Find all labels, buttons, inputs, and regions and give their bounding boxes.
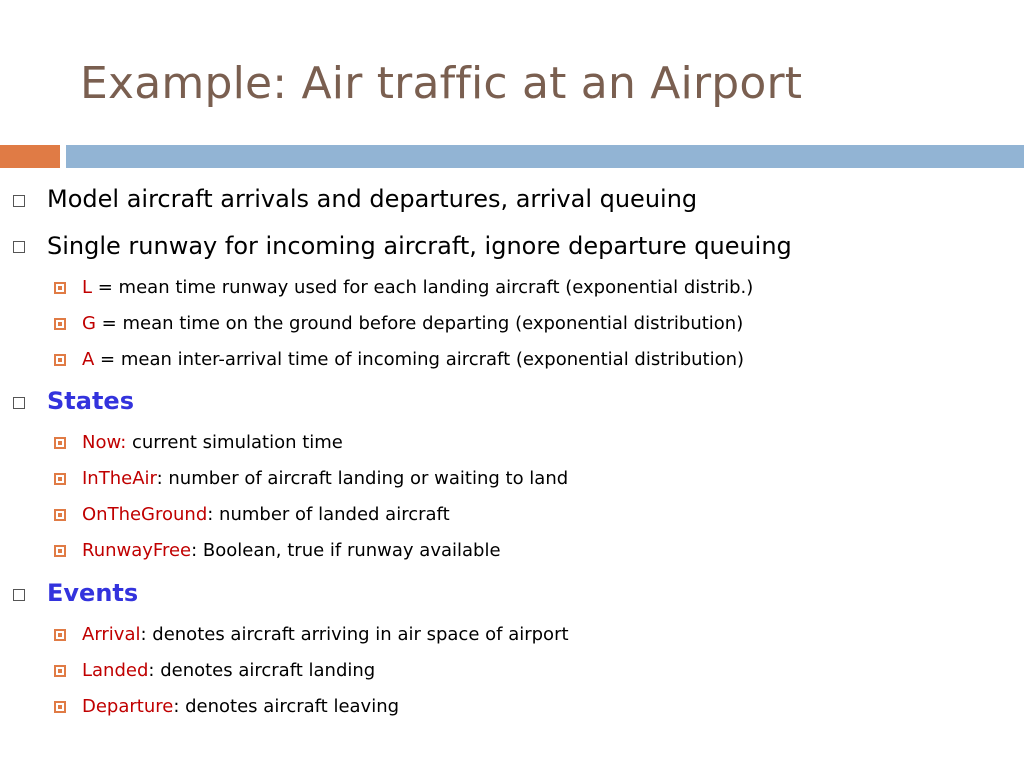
term-label: Now: — [82, 432, 127, 453]
filled-square-bullet-icon — [54, 354, 66, 366]
term-label: RunwayFree — [82, 540, 192, 561]
state-in-the-air — [82, 467, 568, 491]
sub-bullet-L — [82, 276, 753, 300]
event-arrival — [82, 623, 569, 647]
term-description: current simulation time — [126, 432, 343, 453]
filled-square-bullet-icon — [54, 701, 66, 713]
term-description: : denotes aircraft arriving in air space of airport — [140, 624, 569, 645]
term-label: Departure — [82, 696, 174, 717]
filled-square-bullet-icon — [54, 629, 66, 641]
term-description: : Boolean, true if runway available — [191, 540, 501, 561]
term-description: : number of aircraft landing or waiting to land — [156, 468, 569, 489]
filled-square-bullet-icon — [54, 437, 66, 449]
square-bullet-icon — [13, 589, 25, 601]
term-label: A — [82, 349, 95, 370]
term-description: = mean time runway used for each landing aircraft (exponential distrib.) — [92, 277, 754, 298]
filled-square-bullet-icon — [54, 509, 66, 521]
term-description: : denotes aircraft landing — [148, 660, 376, 681]
filled-square-bullet-icon — [54, 545, 66, 557]
title-accent-bar-orange — [0, 145, 60, 168]
slide-title: Example: Air traffic at an Airport — [80, 58, 803, 109]
term-label: G — [82, 313, 96, 334]
sub-bullet-G — [82, 312, 743, 336]
term-description: : number of landed aircraft — [207, 504, 450, 525]
square-bullet-icon — [13, 241, 25, 253]
square-bullet-icon — [13, 397, 25, 409]
event-departure — [82, 695, 399, 719]
term-label: Landed — [82, 660, 149, 681]
term-description: = mean inter-arrival time of incoming aircraft (exponential distribution) — [94, 349, 745, 370]
states-heading: States — [47, 387, 134, 415]
state-runway-free — [82, 539, 501, 563]
events-heading: Events — [47, 579, 139, 607]
bullet-model-aircraft: Model aircraft arrivals and departures, arrival queuing — [47, 185, 698, 213]
square-bullet-icon — [13, 195, 25, 207]
event-landed — [82, 659, 375, 683]
bullet-single-runway: Single runway for incoming aircraft, ignore departure queuing — [47, 232, 792, 260]
term-label: Arrival — [82, 624, 141, 645]
term-label: L — [82, 277, 93, 298]
state-on-the-ground — [82, 503, 450, 527]
filled-square-bullet-icon — [54, 318, 66, 330]
sub-bullet-A — [82, 348, 744, 372]
state-now — [82, 431, 343, 455]
filled-square-bullet-icon — [54, 473, 66, 485]
term-label: InTheAir — [82, 468, 157, 489]
filled-square-bullet-icon — [54, 282, 66, 294]
title-accent-bar-blue — [66, 145, 1024, 168]
term-label: OnTheGround — [82, 504, 208, 525]
filled-square-bullet-icon — [54, 665, 66, 677]
term-description: = mean time on the ground before departing (exponential distribution) — [95, 313, 744, 334]
term-description: : denotes aircraft leaving — [173, 696, 400, 717]
